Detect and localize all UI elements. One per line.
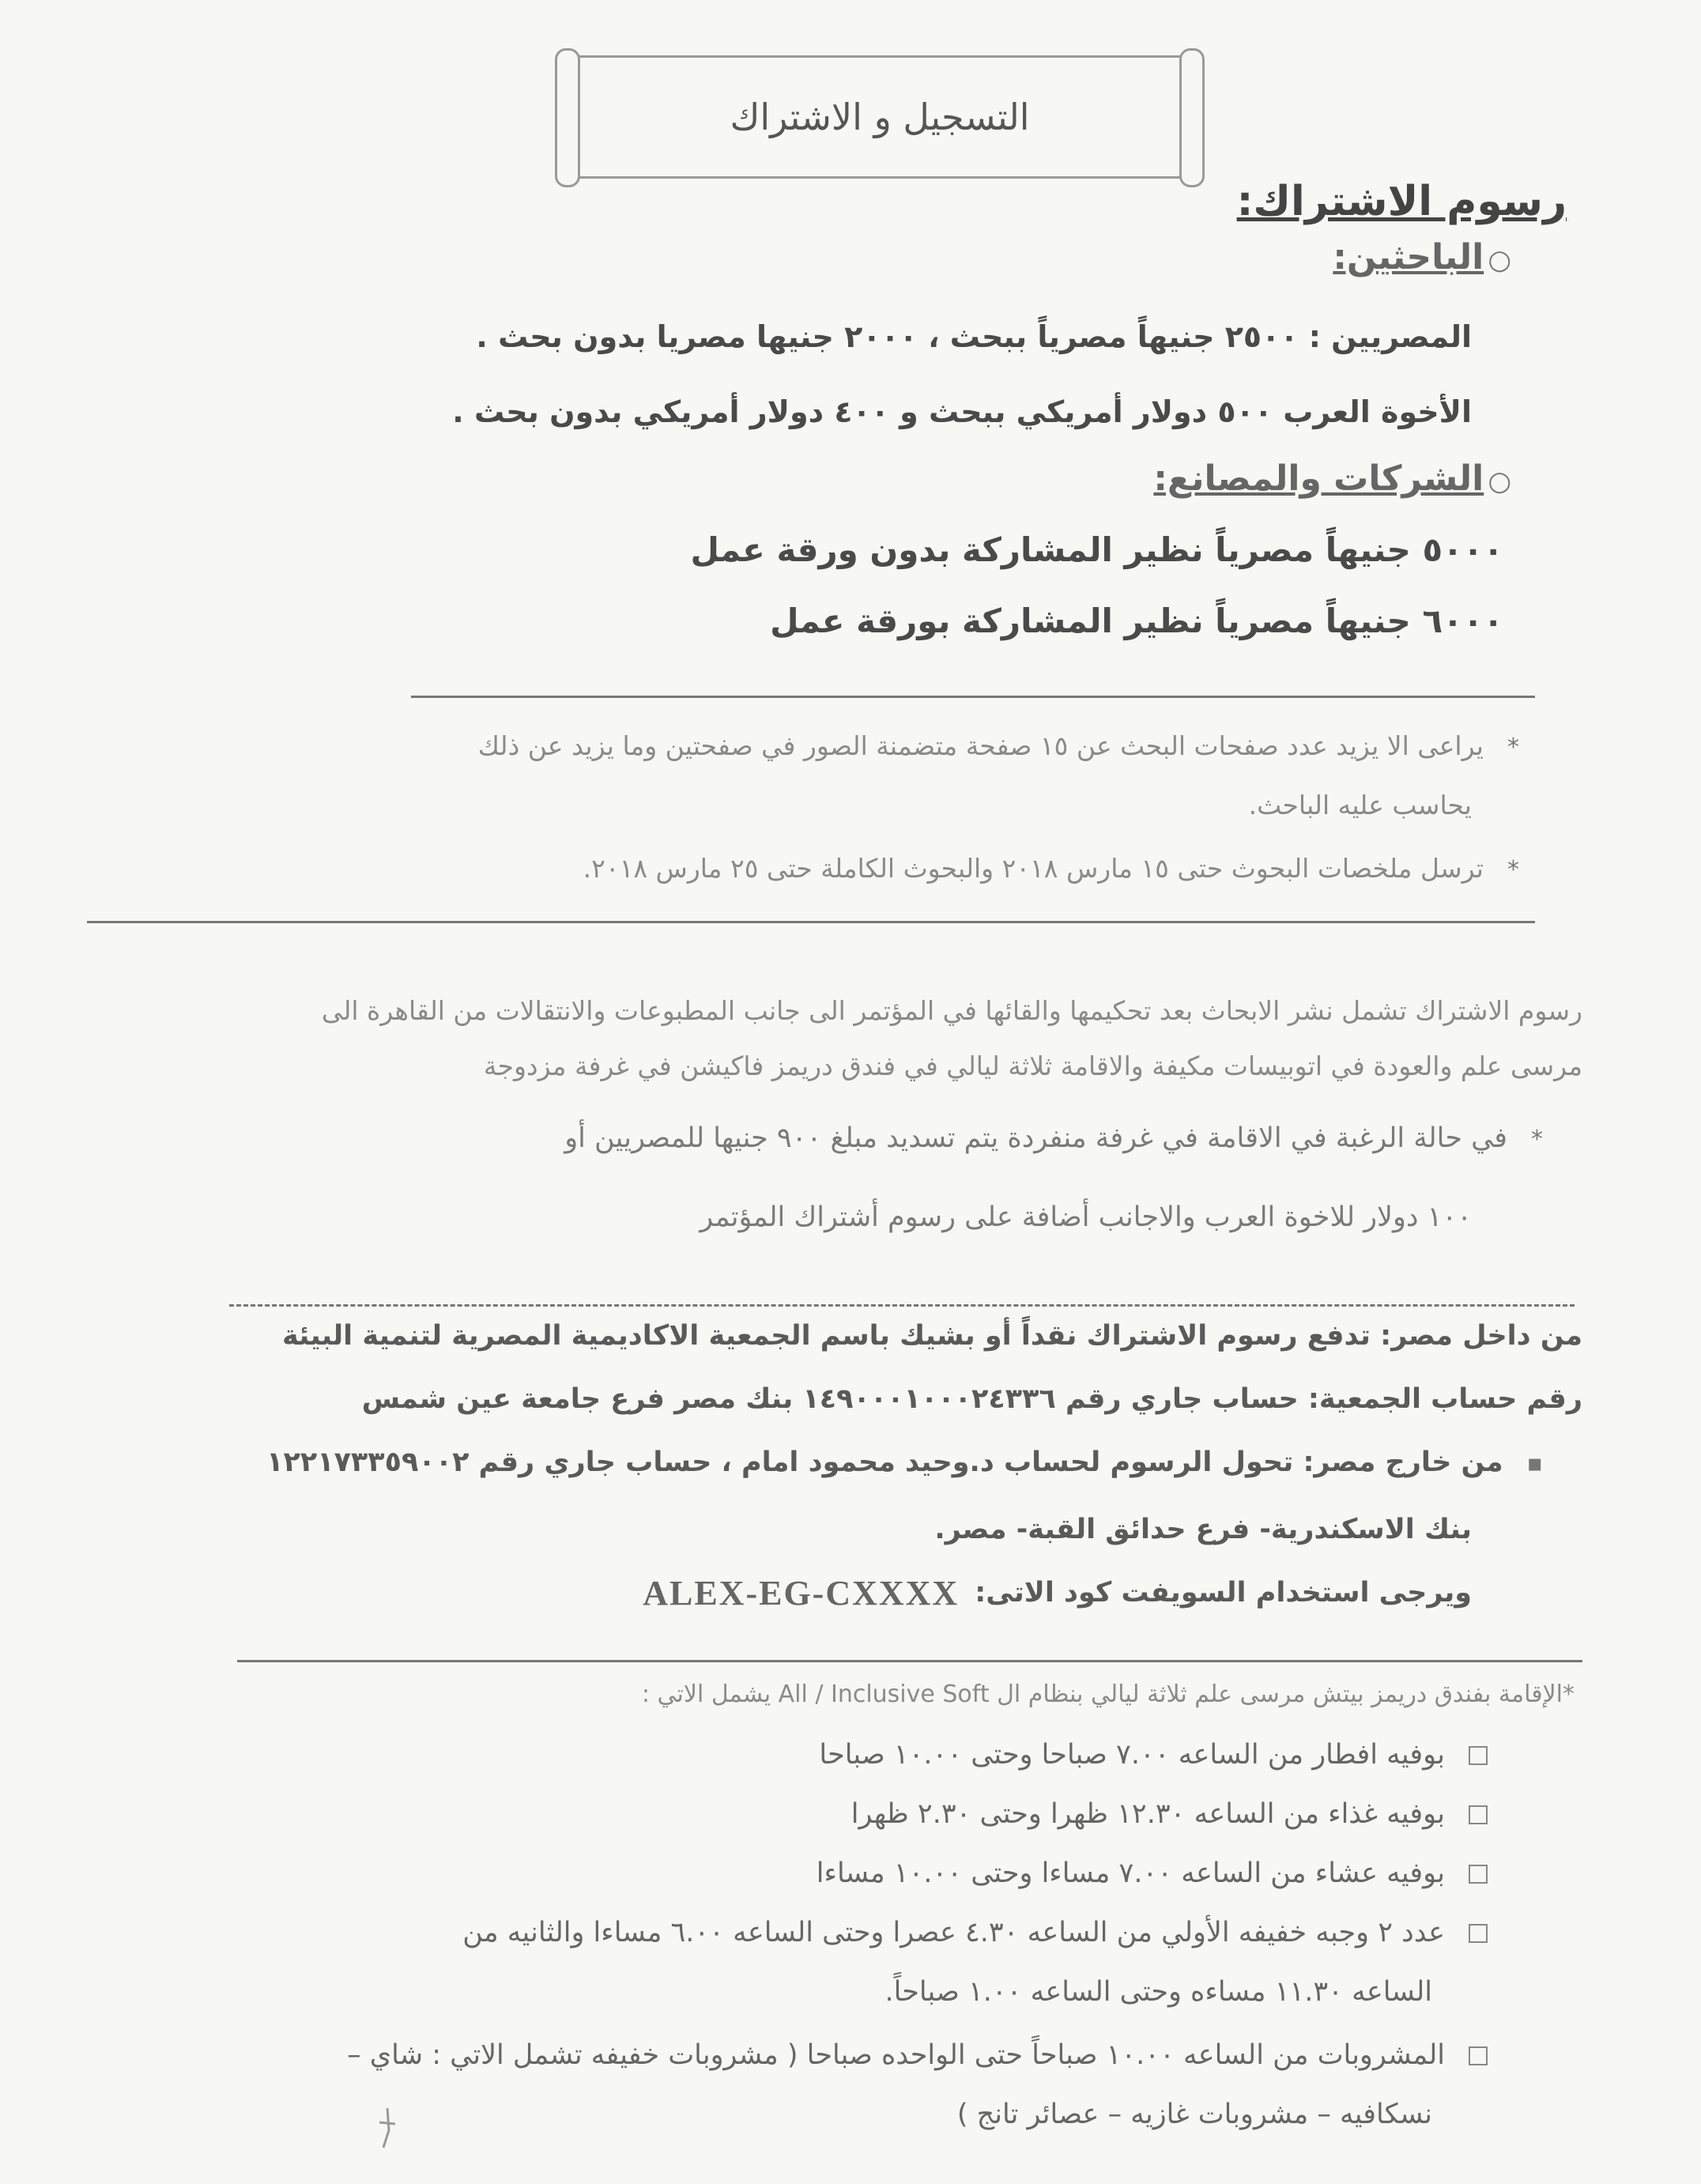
- note-pages-limit: [81, 723, 1519, 771]
- title-banner: [573, 55, 1186, 179]
- companies-section-label: [1153, 458, 1511, 499]
- circle-bullet-icon: ○: [1488, 466, 1511, 497]
- hotel-item-lunch: [223, 1790, 1488, 1838]
- hotel-item-drinks: [25, 2031, 1488, 2079]
- pen-mark: [372, 2107, 403, 2150]
- star-bullet-icon: *: [1507, 856, 1519, 884]
- payment-inside-egypt: من داخل مصر: تدفع رسوم الاشتراك نقداً أو بشيك باسم الجمعية الاكاديمية المصرية لتنمية البيئة: [281, 1320, 1582, 1352]
- hotel-item-text: المشروبات من الساعه ١٠.٠٠ صباحاً حتى الواحده صباحا ( مشروبات خفيفه تشمل الاتي : شاي –: [347, 2039, 1445, 2071]
- researchers-arabs-line: الأخوة العرب ٥٠٠ دولار أمريكي ببحث و ٤٠٠ دولار أمريكي بدون بحث .: [452, 394, 1472, 429]
- single-room-line-2: ١٠٠ دولار للاخوة العرب والاجانب أضافة على رسوم أشتراك المؤتمر: [700, 1201, 1472, 1233]
- payment-bank: بنك الاسكندرية- فرع حدائق القبة- مصر.: [934, 1514, 1472, 1545]
- payment-outside-text: من خارج مصر: تحول الرسوم لحساب د.وحيد محمود امام ، حساب جاري رقم ١٢٢١٧٣٣٥٩٠٠٢: [266, 1447, 1503, 1478]
- researchers-egyptians-line: المصريين : ٢٥٠٠ جنيهاً مصرياً ببحث ، ٢٠٠٠ جنيها مصريا بدون بحث .: [476, 319, 1472, 354]
- divider: [229, 1304, 1575, 1307]
- circle-bullet-icon: ○: [1488, 244, 1511, 276]
- checkbox-icon: [1469, 1924, 1488, 1943]
- checkbox-icon: [1469, 2046, 1488, 2065]
- checkbox-icon: [1469, 1805, 1488, 1824]
- star-bullet-icon: *: [1507, 734, 1519, 761]
- single-room-line-1: [81, 1115, 1543, 1164]
- note-text: ترسل ملخصات البحوث حتى ١٥ مارس ٢٠١٨ والبحوث الكاملة حتى ٢٥ مارس ٢٠١٨.: [583, 853, 1484, 884]
- checkbox-icon: [1469, 1746, 1488, 1765]
- companies-line-2: ٦٠٠٠ جنيهاً مصرياً نظير المشاركة بورقة عمل: [770, 602, 1503, 640]
- hotel-item-text: عدد ٢ وجبه خفيفه الأولي من الساعه ٤.٣٠ عصرا وحتى الساعه ٦.٠٠ مساءا والثانيه من: [462, 1917, 1445, 1948]
- hotel-intro: *الإقامة بفندق دريمز بيتش مرسى علم ثلاثة ليالي بنظام ال All / Inclusive Soft يشمل الاتي :: [641, 1680, 1575, 1708]
- hotel-item-text: بوفيه عشاء من الساعه ٧.٠٠ مساءا وحتى ١٠.٠٠ مساءا: [816, 1858, 1445, 1889]
- note-deadlines: [81, 846, 1519, 893]
- researchers-section-label: [1333, 237, 1511, 277]
- companies-label: الشركات والمصانع:: [1153, 458, 1484, 499]
- note-pages-limit-cont: يحاسب عليه الباحث.: [1248, 790, 1472, 820]
- hotel-item-snacks: [65, 1909, 1488, 1956]
- hotel-item-snacks-cont: الساعه ١١.٣٠ مساءه وحتى الساعه ١.٠٠ صباحاً.: [884, 1976, 1432, 2008]
- banner-title: التسجيل و الاشتراك: [730, 96, 1030, 138]
- hotel-item-dinner: [223, 1850, 1488, 1897]
- star-bullet-icon: *: [1531, 1126, 1543, 1153]
- payment-outside-egypt: [41, 1439, 1543, 1488]
- banner-scroll-left: [555, 48, 580, 187]
- hotel-item-breakfast: [223, 1731, 1488, 1779]
- hotel-item-drinks-cont: نسكافيه – مشروبات غازيه – عصائر تانج ): [956, 2099, 1432, 2130]
- fees-include-line-2: مرسى علم والعودة في اتوبيسات مكيفة والاقامة ثلاثة ليالي في فندق دريمز فاكيشن في غرفة مزدوجة: [483, 1051, 1582, 1081]
- square-bullet-icon: ▪: [1526, 1450, 1543, 1477]
- hotel-item-text: بوفيه افطار من الساعه ٧.٠٠ صباحا وحتى ١٠.٠٠ صباحا: [819, 1739, 1445, 1771]
- divider: [411, 696, 1535, 698]
- hotel-item-text: بوفيه غذاء من الساعه ١٢.٣٠ ظهرا وحتى ٢.٣٠ ظهرا: [850, 1798, 1445, 1830]
- companies-line-1: ٥٠٠٠ جنيهاً مصرياً نظير المشاركة بدون ورقة عمل: [690, 530, 1503, 569]
- divider: [87, 921, 1535, 923]
- swift-label: ويرجى استخدام السويفت كود الاتى:: [975, 1577, 1472, 1609]
- checkbox-icon: [1469, 1865, 1488, 1884]
- swift-line: [643, 1569, 1472, 1616]
- payment-account-number: رقم حساب الجمعية: حساب جاري رقم ١٤٩٠٠٠١٠٠٠٢٤٣٣٦ بنك مصر فرع جامعة عين شمس: [361, 1383, 1582, 1415]
- divider: [237, 1660, 1582, 1662]
- banner-scroll-right: [1179, 48, 1205, 187]
- researchers-label: الباحثين:: [1333, 237, 1484, 277]
- single-room-text: في حالة الرغبة في الاقامة في غرفة منفردة يتم تسديد مبلغ ٩٠٠ جنيها للمصريين أو: [564, 1122, 1507, 1154]
- fees-include-line-1: رسوم الاشتراك تشمل نشر الابحاث بعد تحكيمها والقائها في المؤتمر الى جانب المطبوعات والانتقالات من القاهرة الى: [321, 995, 1582, 1026]
- note-text: يراعى الا يزيد عدد صفحات البحث عن ١٥ صفحة متضمنة الصور في صفحتين وما يزيد عن ذلك: [477, 730, 1484, 761]
- swift-code: ALEX-EG-CXXXX: [643, 1573, 960, 1613]
- fees-heading: رسوم الاشتراك:: [1236, 178, 1567, 225]
